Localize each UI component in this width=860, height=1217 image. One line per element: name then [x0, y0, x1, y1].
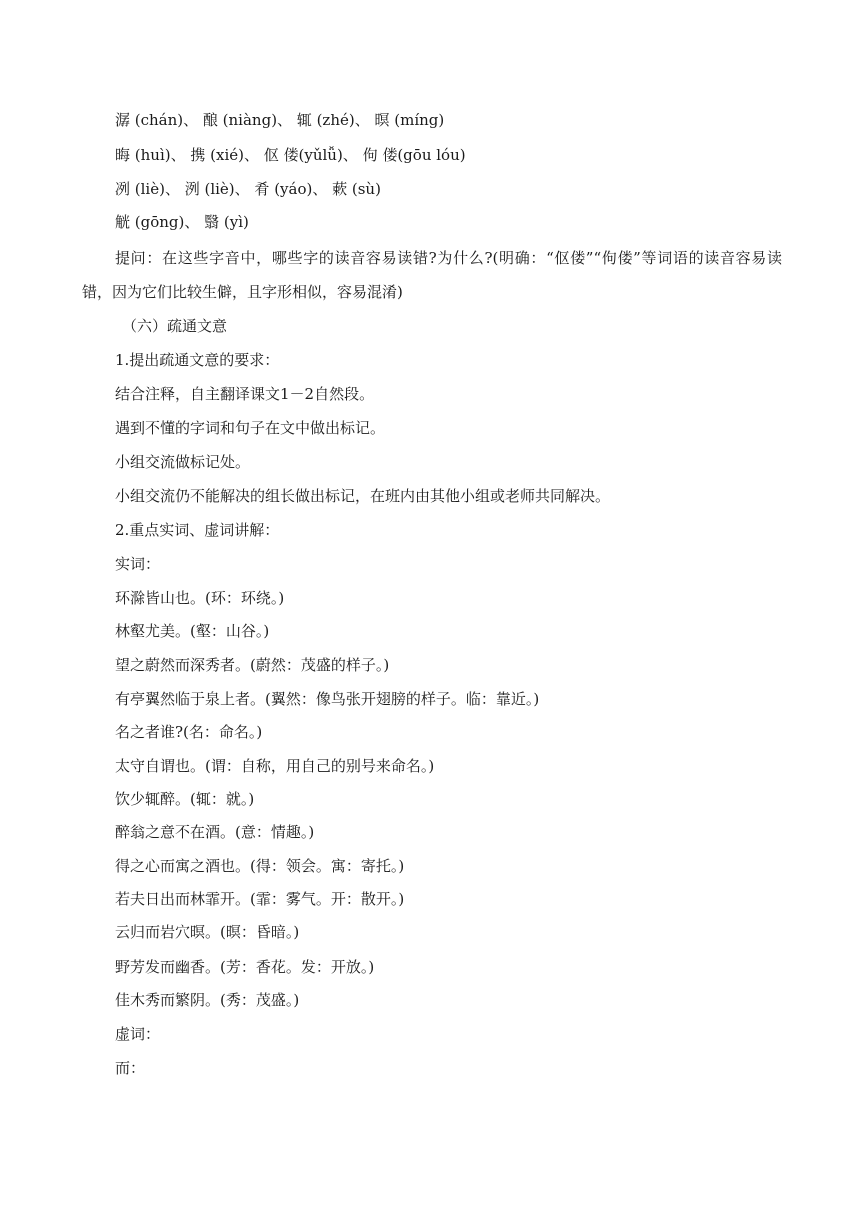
content-word-item: 有亭翼然临于泉上者。(翼然：像鸟张开翅膀的样子。临：靠近。)	[115, 690, 540, 708]
requirement-item: 结合注释，自主翻译课文1－2自然段。	[115, 385, 375, 403]
content-word-item: 若夫日出而林霏开。(霏：雾气。开：散开。)	[115, 890, 405, 908]
section-heading: （六）疏通文意	[122, 317, 228, 335]
pronunciation-line-2: 晦 (huì)、 携 (xié)、 伛 偻(yǔlǚ)、 佝 偻(gōu lóu)	[115, 146, 466, 164]
content-word-item: 环滁皆山也。(环：环绕。)	[115, 589, 285, 607]
content-word-item: 太守自谓也。(谓：自称，用自己的别号来命名。)	[115, 757, 435, 775]
content-word-item: 云归而岩穴暝。(暝：昏暗。)	[115, 923, 300, 941]
key-words-title: 2.重点实词、虚词讲解：	[115, 521, 280, 539]
function-word-item: 而：	[115, 1059, 146, 1077]
content-word-item: 饮少辄醉。(辄：就。)	[115, 790, 255, 808]
function-words-label: 虚词：	[115, 1025, 161, 1043]
content-words-label: 实词：	[115, 555, 161, 573]
requirement-item: 小组交流做标记处。	[115, 453, 251, 471]
content-word-item: 望之蔚然而深秀者。(蔚然：茂盛的样子。)	[115, 656, 390, 674]
pronunciation-line-3: 冽 (liè)、 洌 (liè)、 肴 (yáo)、 蔌 (sù)	[115, 180, 381, 198]
content-word-item: 林壑尤美。(壑：山谷。)	[115, 622, 270, 640]
pronunciation-line-4: 觥 (gōng)、 翳 (yì)	[115, 213, 249, 231]
content-word-item: 佳木秀而繁阴。(秀：茂盛。)	[115, 991, 300, 1009]
requirement-item: 小组交流仍不能解决的组长做出标记，在班内由其他小组或老师共同解决。	[115, 487, 611, 505]
content-word-item: 野芳发而幽香。(芳：香花。发：开放。)	[115, 958, 375, 976]
content-word-item: 得之心而寓之酒也。(得：领会。寓：寄托。)	[115, 857, 405, 875]
question-paragraph: 提问：在这些字音中，哪些字的读音容易读错?为什么?(明确：“伛偻”“佝偻”等词语的读音容易读错，因为它们比较生僻，且字形相似，容易混淆)	[82, 249, 782, 301]
content-word-item: 名之者谁?(名：命名。)	[115, 723, 263, 741]
pronunciation-line-1: 潺 (chán)、 酿 (niàng)、 辄 (zhé)、 暝 (míng)	[115, 111, 445, 129]
content-word-item: 醉翁之意不在酒。(意：情趣。)	[115, 823, 315, 841]
requirements-title: 1.提出疏通文意的要求：	[115, 351, 280, 369]
requirement-item: 遇到不懂的字词和句子在文中做出标记。	[115, 419, 386, 437]
